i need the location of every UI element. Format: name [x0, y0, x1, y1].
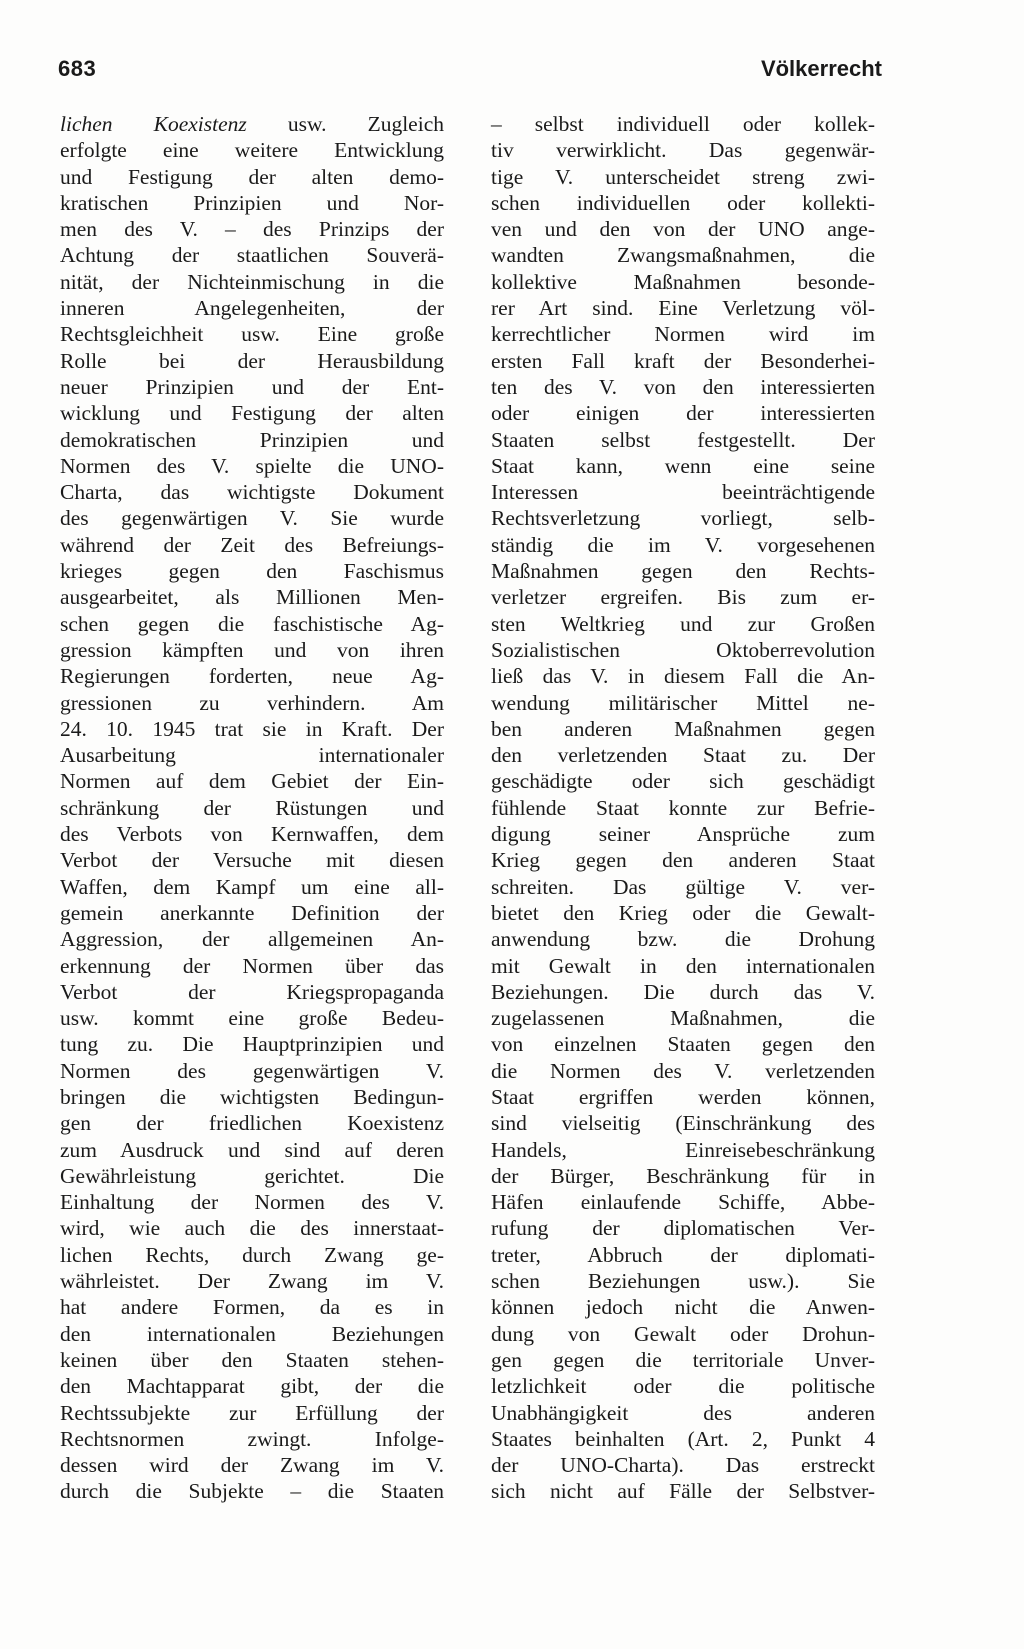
text-line: Staat kann, wenn eine seine — [491, 453, 875, 478]
text-line: Handels, Einreisebeschränkung — [491, 1137, 875, 1162]
text-line: bringen die wichtigsten Bedingun- — [60, 1084, 444, 1109]
text-line: Verbot der Kriegspropaganda — [60, 979, 444, 1004]
text-line: Rolle bei der Herausbildung — [60, 348, 444, 373]
text-line: 24. 10. 1945 trat sie in Kraft. Der — [60, 716, 444, 741]
text-line: usw. kommt eine große Bedeu- — [60, 1006, 444, 1031]
text-line: ausgearbeitet, als Millionen Men- — [60, 585, 444, 610]
text-line: dessen wird der Zwang im V. — [60, 1453, 444, 1478]
text-line: erfolgte eine weitere Entwicklung — [60, 138, 444, 163]
text-line: erkennung der Normen über das — [60, 953, 444, 978]
text-line: kratischen Prinzipien und Nor- — [60, 190, 444, 215]
text-line: gen gegen die territoriale Unver- — [491, 1347, 875, 1372]
text-line: bietet den Krieg oder die Gewalt- — [491, 900, 875, 925]
text-line: der Bürger, Beschränkung für in — [491, 1163, 875, 1188]
text-line: schen individuellen oder kollekti- — [491, 190, 875, 215]
text-line: sten Weltkrieg und zur Großen — [491, 611, 875, 636]
text-line: neuer Prinzipien und der Ent- — [60, 374, 444, 399]
text-line: tige V. unterscheidet streng zwi- — [491, 164, 875, 189]
text-line: wendung militärischer Mittel ne- — [491, 690, 875, 715]
italic-term: lichen Koexistenz — [60, 112, 247, 136]
text-line: kollektive Maßnahmen besonde- — [491, 269, 875, 294]
text-line: ließ das V. in diesem Fall die An- — [491, 664, 875, 689]
right-text-column — [491, 111, 875, 1505]
text-line: durch die Subjekte – die Staaten — [60, 1479, 444, 1504]
page-number: 683 — [58, 56, 97, 81]
text-line: demokratischen Prinzipien und — [60, 427, 444, 452]
text-line: der UNO-Charta). Das erstreckt — [491, 1453, 875, 1478]
text-line: zum Ausdruck und sind auf deren — [60, 1137, 444, 1162]
text-line: wird, wie auch die des innerstaat- — [60, 1216, 444, 1241]
text-line: rer Art sind. Eine Verletzung völ- — [491, 296, 875, 321]
text-line: Regierungen forderten, neue Ag- — [60, 664, 444, 689]
text-line: ersten Fall kraft der Besonderhei- — [491, 348, 875, 373]
text-line: ben anderen Maßnahmen gegen — [491, 716, 875, 741]
text-line: schen gegen die faschistische Ag- — [60, 611, 444, 636]
text-line: schreiten. Das gültige V. ver- — [491, 874, 875, 899]
text-line: Einhaltung der Normen des V. — [60, 1190, 444, 1215]
text-line: mit Gewalt in den internationalen — [491, 953, 875, 978]
text-line: inneren Angelegenheiten, der — [60, 296, 444, 321]
text-line: wicklung und Festigung der alten — [60, 401, 444, 426]
text-line: treter, Abbruch der diplomati- — [491, 1242, 875, 1267]
text-line: krieges gegen den Faschismus — [60, 559, 444, 584]
text-line: tiv verwirklicht. Das gegenwär- — [491, 138, 875, 163]
text-line: tung zu. Die Hauptprinzipien und — [60, 1032, 444, 1057]
text-line: Staaten selbst festgestellt. Der — [491, 427, 875, 452]
text-line: letzlichkeit oder die politische — [491, 1374, 875, 1399]
text-line: die Normen des V. verletzenden — [491, 1058, 875, 1083]
text-line: geschädigte oder sich geschädigt — [491, 769, 875, 794]
text-line: während der Zeit des Befreiungs- — [60, 532, 444, 557]
text-line: men des V. – des Prinzips der — [60, 217, 444, 242]
text-line: anwendung bzw. die Drohung — [491, 927, 875, 952]
text-line: wandten Zwangsmaßnahmen, die — [491, 243, 875, 268]
text-line: Gewährleistung gerichtet. Die — [60, 1163, 444, 1188]
text-line: ten des V. von den interessierten — [491, 374, 875, 399]
text-line: digung seiner Ansprüche zum — [491, 822, 875, 847]
text-line: und Festigung der alten demo- — [60, 164, 444, 189]
left-text-column — [60, 111, 444, 1505]
text-line: gression kämpften und von ihren — [60, 637, 444, 662]
text-line: gemein anerkannte Definition der — [60, 900, 444, 925]
text-line: Waffen, dem Kampf um eine all- — [60, 874, 444, 899]
text-fragment: usw. Zugleich — [246, 112, 444, 136]
text-line — [60, 111, 444, 137]
text-line: oder einigen der interessierten — [491, 401, 875, 426]
text-line: von einzelnen Staaten gegen den — [491, 1032, 875, 1057]
text-line: Normen auf dem Gebiet der Ein- — [60, 769, 444, 794]
text-line: verletzer ergreifen. Bis zum er- — [491, 585, 875, 610]
text-line: zugelassenen Maßnahmen, die — [491, 1006, 875, 1031]
text-line: Unabhängigkeit des anderen — [491, 1400, 875, 1425]
text-line: den internationalen Beziehungen — [60, 1321, 444, 1346]
text-line: Häfen einlaufende Schiffe, Abbe- — [491, 1190, 875, 1215]
text-line: des gegenwärtigen V. Sie wurde — [60, 506, 444, 531]
text-line: Sozialistischen Oktoberrevolution — [491, 637, 875, 662]
text-line: Aggression, der allgemeinen An- — [60, 927, 444, 952]
text-line: können jedoch nicht die Anwen- — [491, 1295, 875, 1320]
text-line: Rechtsgleichheit usw. Eine große — [60, 322, 444, 347]
text-line: ständig die im V. vorgesehenen — [491, 532, 875, 557]
text-line: hat andere Formen, da es in — [60, 1295, 444, 1320]
text-line: den verletzenden Staat zu. Der — [491, 743, 875, 768]
text-line: schen Beziehungen usw.). Sie — [491, 1269, 875, 1294]
text-line: nität, der Nichteinmischung in die — [60, 269, 444, 294]
text-line: ven und den von der UNO ange- — [491, 217, 875, 242]
text-line: Achtung der staatlichen Souverä- — [60, 243, 444, 268]
text-line: Normen des gegenwärtigen V. — [60, 1058, 444, 1083]
text-line: gen der friedlichen Koexistenz — [60, 1111, 444, 1136]
text-line: dung von Gewalt oder Drohun- — [491, 1321, 875, 1346]
text-line: kerrechtlicher Normen wird im — [491, 322, 875, 347]
text-line: währleistet. Der Zwang im V. — [60, 1269, 444, 1294]
text-line: – selbst individuell oder kollek- — [491, 112, 875, 136]
text-line: sind vielseitig (Einschränkung des — [491, 1111, 875, 1136]
text-line: lichen Rechts, durch Zwang ge- — [60, 1242, 444, 1267]
text-line: Ausarbeitung internationaler — [60, 743, 444, 768]
text-line: Krieg gegen den anderen Staat — [491, 848, 875, 873]
running-head: Völkerrecht — [760, 56, 882, 81]
text-line: Staates beinhalten (Art. 2, Punkt 4 — [491, 1426, 875, 1451]
text-line: den Machtapparat gibt, der die — [60, 1374, 444, 1399]
text-line: Verbot der Versuche mit diesen — [60, 848, 444, 873]
text-line: Beziehungen. Die durch das V. — [491, 979, 875, 1004]
text-line: Normen des V. spielte die UNO- — [60, 453, 444, 478]
text-line: Maßnahmen gegen den Rechts- — [491, 559, 875, 584]
text-line: Rechtssubjekte zur Erfüllung der — [60, 1400, 444, 1425]
text-line: Staat ergriffen werden können, — [491, 1084, 875, 1109]
text-line: sich nicht auf Fälle der Selbstver- — [491, 1479, 875, 1504]
text-line: Charta, das wichtigste Dokument — [60, 480, 444, 505]
text-line: rufung der diplomatischen Ver- — [491, 1216, 875, 1241]
text-line: fühlende Staat konnte zur Befrie- — [491, 795, 875, 820]
page-header — [58, 56, 882, 88]
text-line: des Verbots von Kernwaffen, dem — [60, 822, 444, 847]
text-line: Interessen beeinträchtigende — [491, 480, 875, 505]
text-line: gressionen zu verhindern. Am — [60, 690, 444, 715]
text-line: Rechtsnormen zwingt. Infolge- — [60, 1426, 444, 1451]
text-line: keinen über den Staaten stehen- — [60, 1347, 444, 1372]
text-line: Rechtsverletzung vorliegt, selb- — [491, 506, 875, 531]
text-line: schränkung der Rüstungen und — [60, 795, 444, 820]
